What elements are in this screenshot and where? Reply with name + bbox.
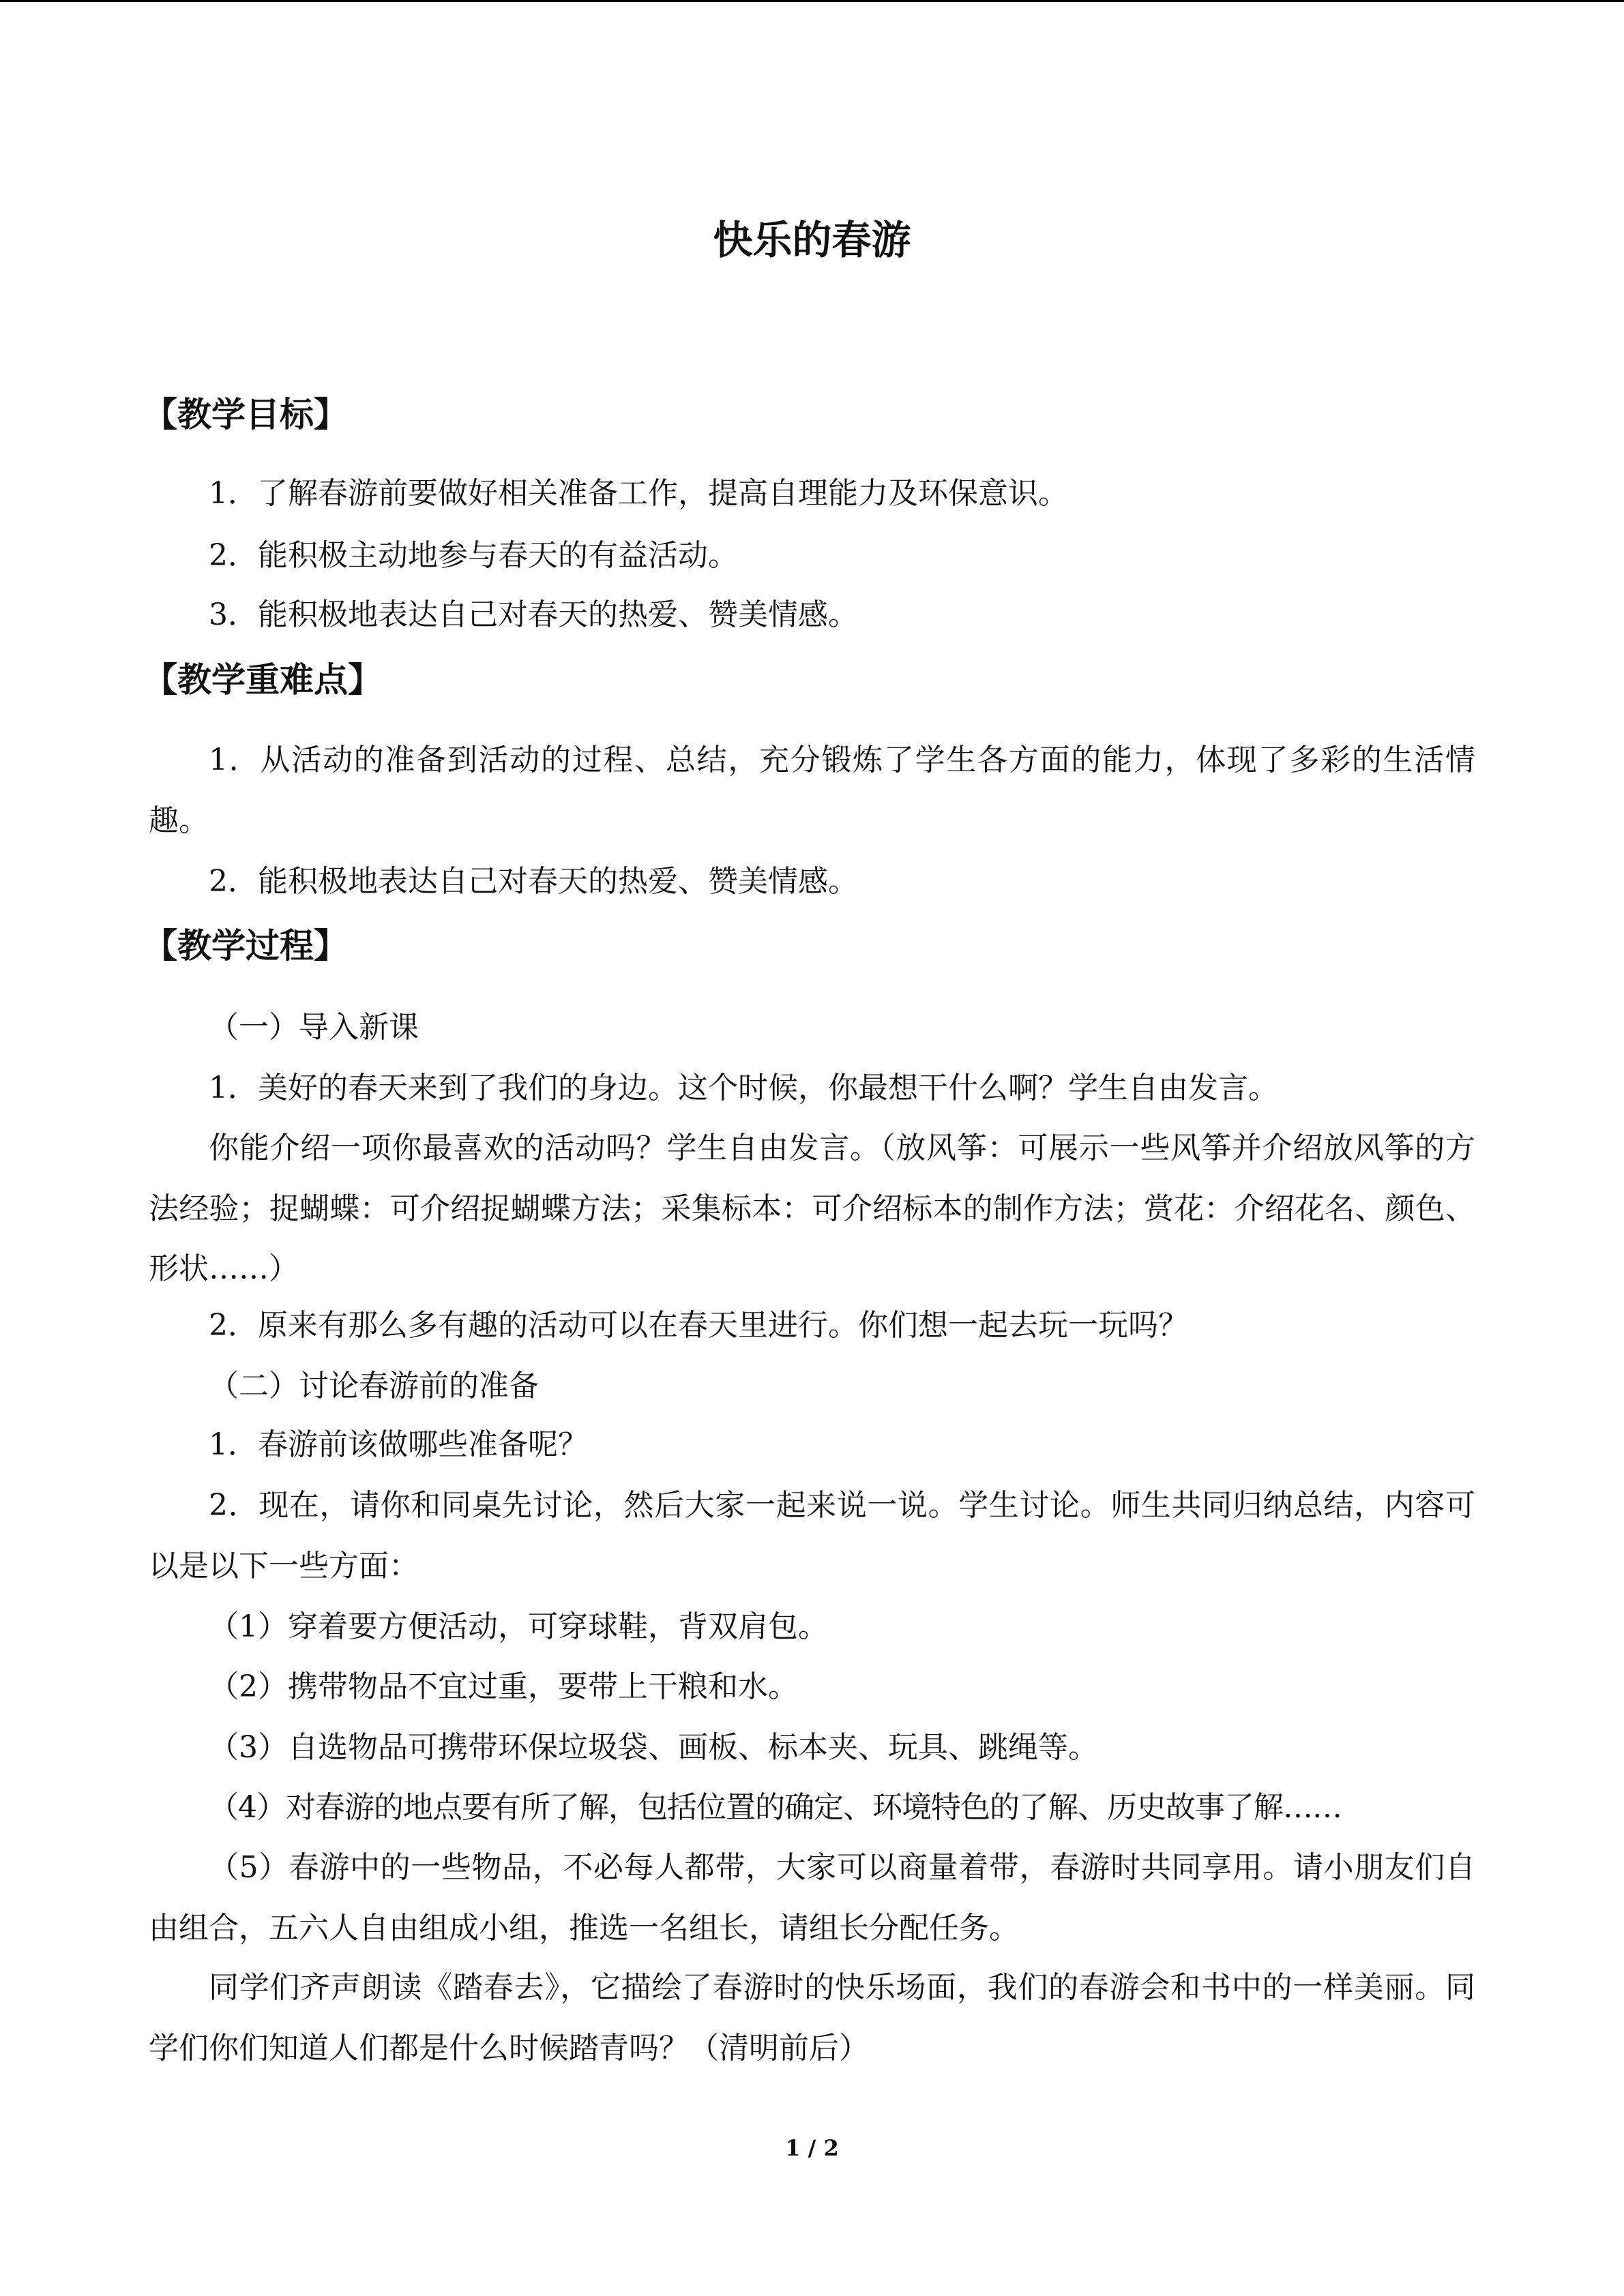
- key-point-item-2: 2．能积极地表达自己对春天的热爱、赞美情感。: [209, 864, 858, 899]
- process-subheading-2: （二）讨论春游前的准备: [209, 1369, 539, 1403]
- process-paragraph: 同学们齐声朗读《踏春去》，它描绘了春游时的快乐场面，我们的春游会和书中的一样美丽。同学们你们知道人们都是什么时候踏青吗？（清明前后）: [149, 1970, 1475, 2066]
- process-paragraph: 2．原来有那么多有趣的活动可以在春天里进行。你们想一起去玩一玩吗？: [209, 1308, 1188, 1343]
- heading-process: 【教学过程】: [143, 926, 348, 966]
- process-subheading-1: （一）导入新课: [209, 1010, 419, 1045]
- process-list-item: （1）穿着要方便活动，可穿球鞋，背双肩包。: [209, 1609, 828, 1644]
- key-point-item-1: 1．从活动的准备到活动的过程、总结，充分锻炼了学生各方面的能力，体现了多彩的生活情趣。: [149, 743, 1475, 838]
- heading-key-points: 【教学重难点】: [143, 660, 382, 700]
- process-paragraph: 1．美好的春天来到了我们的身边。这个时候，你最想干什么啊？学生自由发言。: [209, 1071, 1278, 1105]
- process-paragraph: 2．现在，请你和同桌先讨论，然后大家一起来说一说。学生讨论。师生共同归纳总结，内容可以是以下一些方面：: [149, 1488, 1475, 1583]
- objective-item-2: 2．能积极主动地参与春天的有益活动。: [209, 538, 738, 573]
- process-list-item: （2）携带物品不宜过重，要带上干粮和水。: [209, 1669, 798, 1704]
- document-title: 快乐的春游: [713, 217, 911, 263]
- process-list-item: （5）春游中的一些物品，不必每人都带，大家可以商量着带，春游时共同享用。请小朋友们自由组合，五六人自由组成小组，推选一名组长，请组长分配任务。: [149, 1850, 1475, 1945]
- process-list-item: （4）对春游的地点要有所了解，包括位置的确定、环境特色的了解、历史故事了解……: [209, 1790, 1342, 1825]
- top-border-line: [0, 0, 1624, 2]
- process-paragraph: 1．春游前该做哪些准备呢？: [209, 1427, 588, 1462]
- objective-item-3: 3．能积极地表达自己对春天的热爱、赞美情感。: [209, 597, 858, 632]
- heading-objectives: 【教学目标】: [143, 395, 348, 434]
- objective-item-1: 1．了解春游前要做好相关准备工作，提高自理能力及环保意识。: [209, 476, 1068, 511]
- process-list-item: （3）自选物品可携带环保垃圾袋、画板、标本夹、玩具、跳绳等。: [209, 1730, 1098, 1765]
- process-paragraph: 你能介绍一项你最喜欢的活动吗？学生自由发言。（放风筝：可展示一些风筝并介绍放风筝的方法经验；捉蝴蝶：可介绍捉蝴蝶方法；采集标本：可介绍标本的制作方法；赏花：介绍花名、颜色、形状……）: [149, 1131, 1475, 1286]
- page-number: 1 / 2: [785, 2135, 839, 2161]
